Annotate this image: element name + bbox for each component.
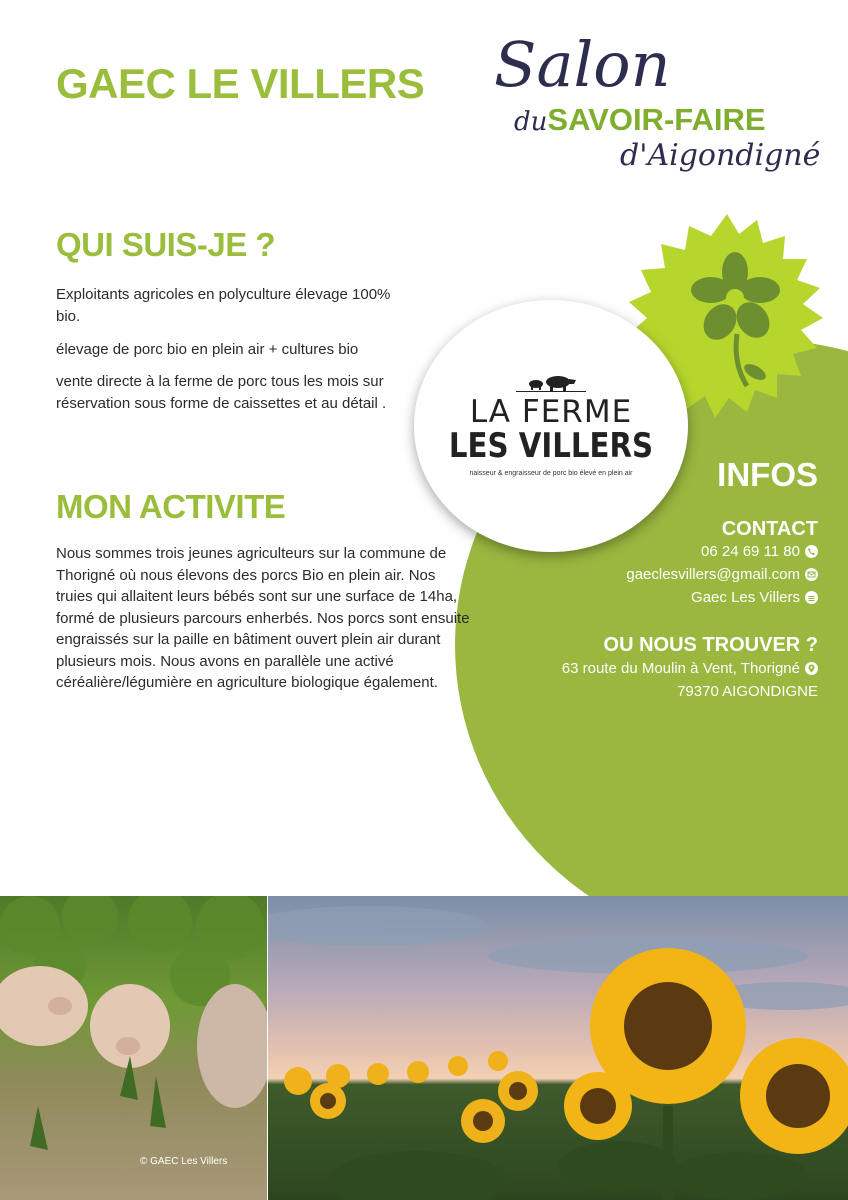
farm-logo-line1: LA FERME [469, 394, 633, 430]
contact-heading: CONTACT [721, 518, 818, 540]
address-line-2 [677, 683, 818, 700]
about-paragraph-1: Exploitants agricoles en polyculture élevage 100% bio. [56, 286, 391, 325]
salon-logo-line1: Salon [494, 28, 671, 101]
salon-logo [480, 28, 821, 200]
address-postal: 79370 AIGONDIGNE [677, 683, 818, 700]
email-line[interactable] [626, 566, 818, 583]
pigs-silhouette-icon [516, 370, 586, 394]
infos-heading: INFOS [717, 456, 818, 493]
page-title: GAEC LE VILLERS [56, 60, 425, 107]
facebook-line[interactable] [691, 589, 818, 606]
address-line-1 [562, 660, 818, 677]
farm-logo-tagline: naisseur & engraisseur de porc bio élevé en plein air [469, 470, 633, 477]
location-heading: OU NOUS TROUVER ? [603, 634, 818, 656]
farm-logo [414, 300, 688, 552]
activity-heading: MON ACTIVITE [56, 488, 286, 525]
phone-line[interactable] [701, 543, 818, 560]
address-street: 63 route du Moulin à Vent, Thorigné [561, 660, 800, 677]
salon-logo-du: du [514, 107, 548, 137]
pigs-photo [0, 896, 267, 1200]
farm-logo-line2: LES VILLERS [448, 426, 654, 466]
activity-text: Nous sommes trois jeunes agriculteurs sur la commune de Thorigné où nous élevons des porcs Bio en plein air. Nos truies qui allaitent leurs bébés sont sur une surface de 14ha, formé de plusieurs parcours enherbés. Nos porcs sont ensuite engraissés sur la paille en bâtiment ouvert plein air durant plusieurs mois. Nous avons en parallèle une activé céréalière/légumière en agriculture biologique également. [56, 545, 470, 691]
salon-logo-line3: d'Aigondigné [620, 138, 821, 173]
phone-icon [805, 545, 818, 558]
photo-credit: © GAEC Les Villers [140, 1156, 228, 1167]
about-paragraph-3: vente directe à la ferme de porc tous les mois sur réservation sous forme de caissettes et au détail . [56, 373, 387, 412]
about-heading: QUI SUIS-JE ? [56, 226, 276, 263]
salon-logo-savoir-faire: SAVOIR-FAIRE [547, 102, 766, 137]
facebook-name[interactable]: Gaec Les Villers [691, 589, 800, 606]
email-address[interactable]: gaeclesvillers@gmail.com [626, 566, 800, 583]
sunflower-photo [268, 896, 848, 1200]
facebook-icon [805, 591, 818, 604]
email-icon [805, 568, 818, 581]
location-pin-icon [805, 662, 818, 675]
about-paragraph-2: élevage de porc bio en plein air + cultures bio [56, 341, 359, 358]
phone-number[interactable]: 06 24 69 11 80 [701, 543, 800, 560]
pigs-illustration [0, 896, 267, 1200]
sunflowers-illustration [268, 896, 848, 1200]
